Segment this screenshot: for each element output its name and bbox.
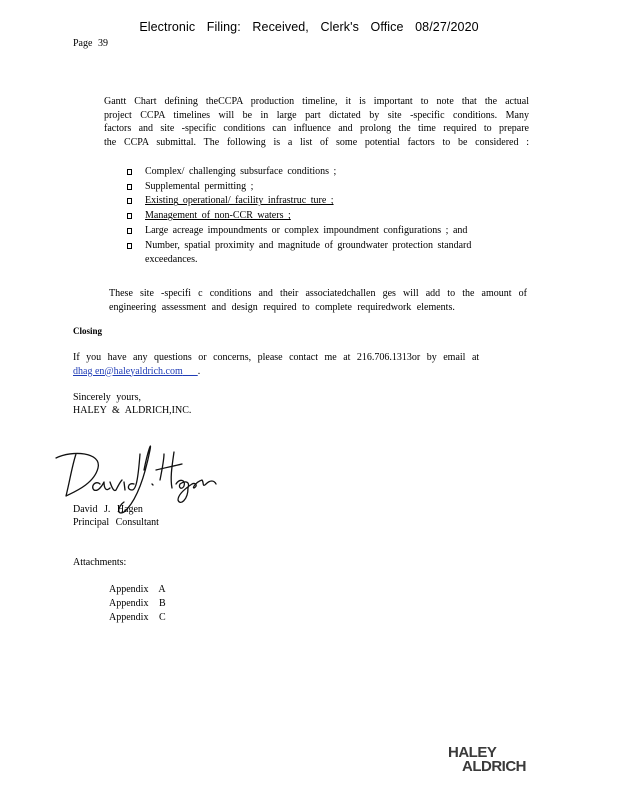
factors-list [126, 165, 526, 268]
intro-line: factors and site -specific conditions can influence and prolong the time required to prepare [104, 123, 529, 134]
attachment-item: Appendix C [109, 612, 166, 623]
checkbox-bullet-icon [127, 184, 132, 190]
factor-text: Existing operational/ facility infrastruc ture ; [145, 195, 334, 207]
email-period: . [197, 365, 201, 377]
factor-text: Supplemental permitting ; [145, 180, 254, 192]
closing-line: If you have any questions or concerns, please contact me at 216.706.1313or by email at [73, 352, 480, 363]
intro-line: project CCPA timelines will be in large part dictated by site -specific conditions. Many [104, 109, 529, 121]
conditions-paragraph [109, 287, 527, 315]
closing-email-line [73, 365, 503, 379]
signoff-block [73, 392, 191, 417]
factor-text: Management of non-CCR waters ; [145, 210, 291, 222]
factor-item [126, 209, 526, 224]
logo-line-1: HALEY [448, 744, 497, 761]
email-link[interactable]: dhag en@haleyaldrich.com [73, 365, 183, 377]
logo-line-2: ALDRICH [462, 758, 526, 775]
haley-aldrich-logo [448, 746, 542, 776]
conditions-line: engineering assessment and design required to complete requiredwork elements. [109, 302, 455, 313]
intro-line: the CCPA submittal. The following is a list of some potential factors to be considered : [104, 136, 529, 148]
page-number: Page 39 [73, 38, 108, 49]
signer-title: Principal Consultant [73, 516, 159, 528]
closing-paragraph [73, 351, 503, 378]
company-name: HALEY & ALDRICH,INC. [73, 404, 192, 416]
factor-item [126, 180, 526, 195]
factor-item [126, 194, 526, 209]
factor-item [126, 165, 526, 180]
factor-text: Complex/ challenging subsurface conditions ; [145, 166, 337, 177]
closing-heading: Closing [73, 326, 103, 336]
signer-block [73, 504, 159, 529]
intro-line: Gantt Chart defining theCCPA production timeline, it is important to note that the actual [104, 96, 529, 107]
signer-name: David J. Hagen [73, 504, 143, 515]
factor-text: Large acreage impoundments or complex impoundment configurations ; and [145, 224, 468, 236]
filing-stamp-header: Electronic Filing: Received, Clerk's Office 08/27/2020 [139, 20, 479, 34]
checkbox-bullet-icon [127, 228, 132, 234]
checkbox-bullet-icon [127, 169, 132, 175]
attachment-item: Appendix B [109, 598, 166, 609]
factor-text: Number, spatial proximity and magnitude of groundwater protection standard [145, 239, 472, 251]
factor-item [126, 224, 526, 239]
factor-item [126, 239, 526, 268]
checkbox-bullet-icon [127, 213, 132, 219]
checkbox-bullet-icon [127, 198, 132, 204]
attachments-list [109, 583, 166, 625]
factor-text-continued: exceedances. [145, 254, 198, 266]
checkbox-bullet-icon [127, 243, 132, 249]
attachments-label: Attachments: [73, 557, 127, 568]
intro-paragraph [104, 95, 529, 149]
attachment-item: Appendix A [109, 584, 166, 595]
salutation: Sincerely yours, [73, 392, 141, 403]
conditions-line: These site -specifi c conditions and their associatedchallen ges will add to the amount of [109, 288, 527, 299]
